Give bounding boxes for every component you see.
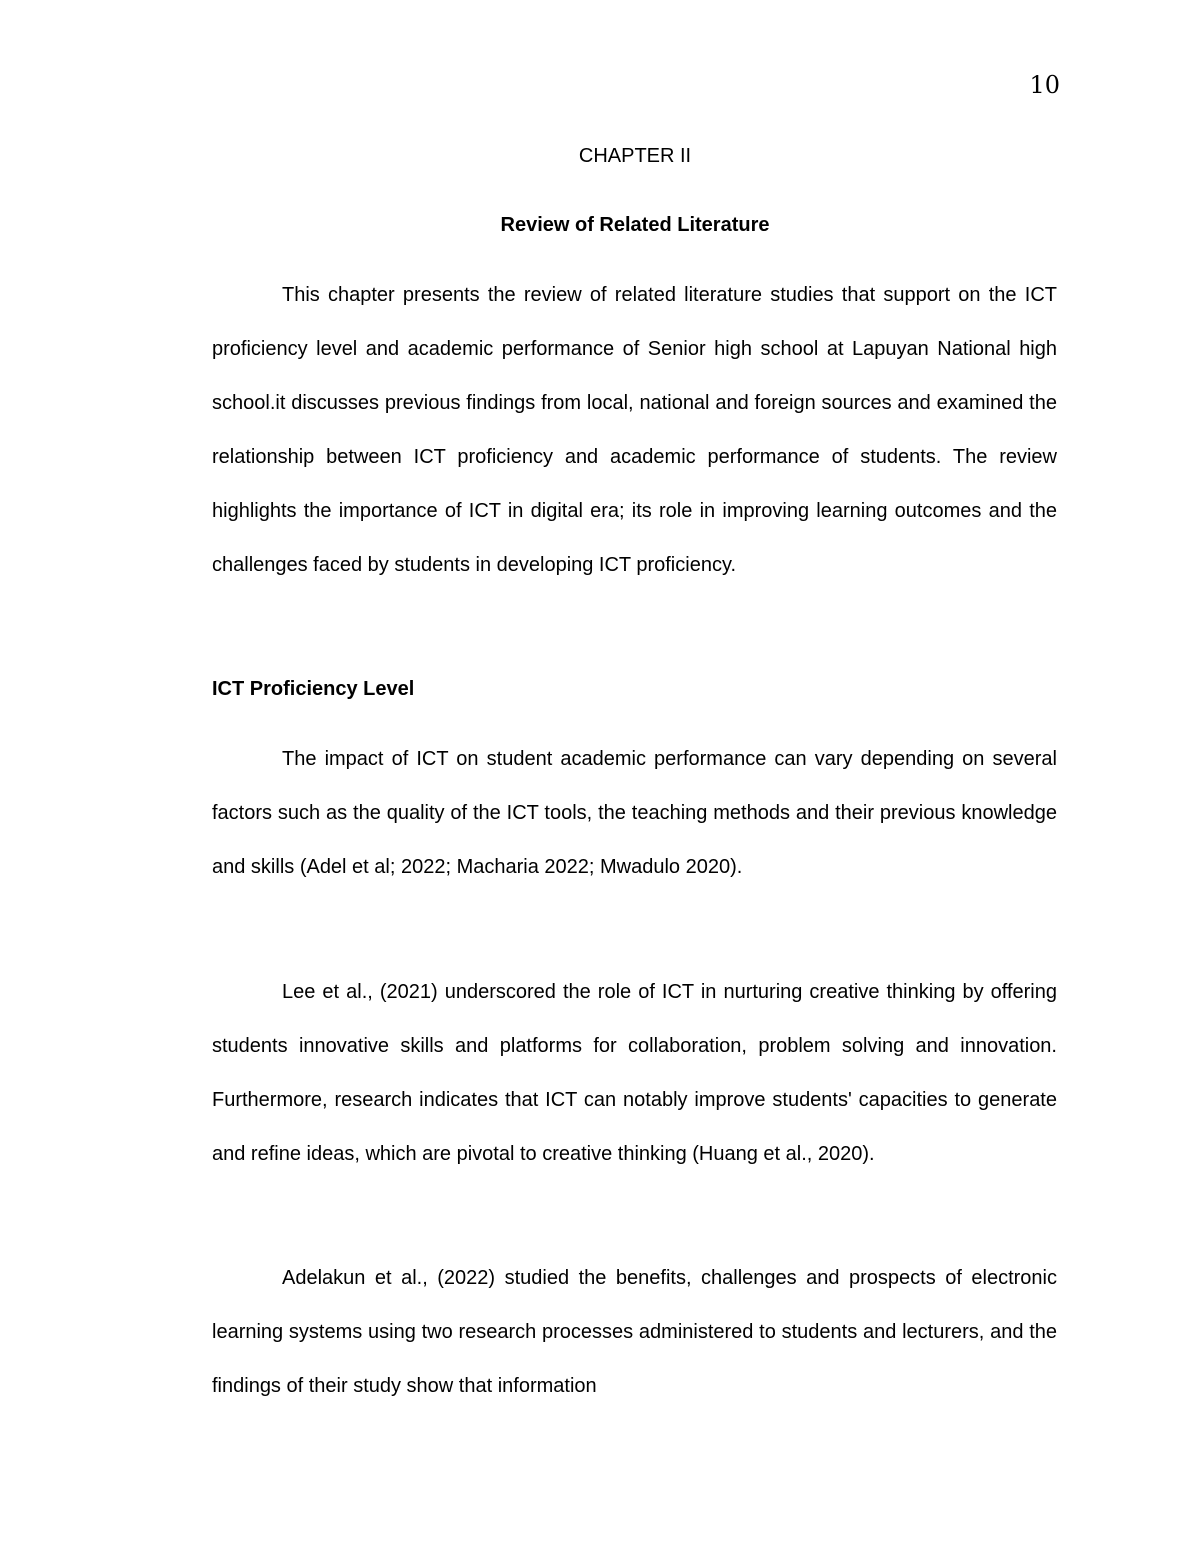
intro-paragraph-block [212, 268, 1057, 592]
paragraph-block-2 [212, 965, 1057, 1181]
body-paragraph: The impact of ICT on student academic performance can vary depending on several factors such as the quality of the ICT tools, the teaching methods and their previous knowledge and skills (Adel et al; 2022; Macharia 2022; Mwadulo 2020). [212, 748, 1057, 878]
body-paragraph: Adelakun et al., (2022) studied the benefits, challenges and prospects of electronic learning systems using two research processes administered to students and lecturers, and the findings of their study show that information [212, 1267, 1057, 1397]
paragraph-block-3 [212, 1251, 1057, 1413]
body-paragraph: Lee et al., (2021) underscored the role of ICT in nurturing creative thinking by offering students innovative skills and platforms for collaboration, problem solving and innovation. Furthermore, research indicates that ICT can notably improve students' capacities to generate and refine ideas, which are pivotal to creative thinking (Huang et al., 2020). [212, 981, 1057, 1165]
page-number: 10 [1029, 71, 1060, 99]
intro-paragraph: This chapter presents the review of related literature studies that support on the ICT proficiency level and academic performance of Senior high school at Lapuyan National high school.it discusses previous findings from local, national and foreign sources and examined the relationship between ICT proficiency and academic performance of students. The review highlights the importance of ICT in digital era; its role in improving learning outcomes and the challenges faced by students in developing ICT proficiency. [212, 284, 1057, 576]
section-heading: ICT Proficiency Level [212, 678, 415, 700]
paragraph-block-1 [212, 732, 1057, 894]
chapter-title: Review of Related Literature [500, 214, 770, 236]
chapter-label: CHAPTER II [578, 145, 692, 167]
